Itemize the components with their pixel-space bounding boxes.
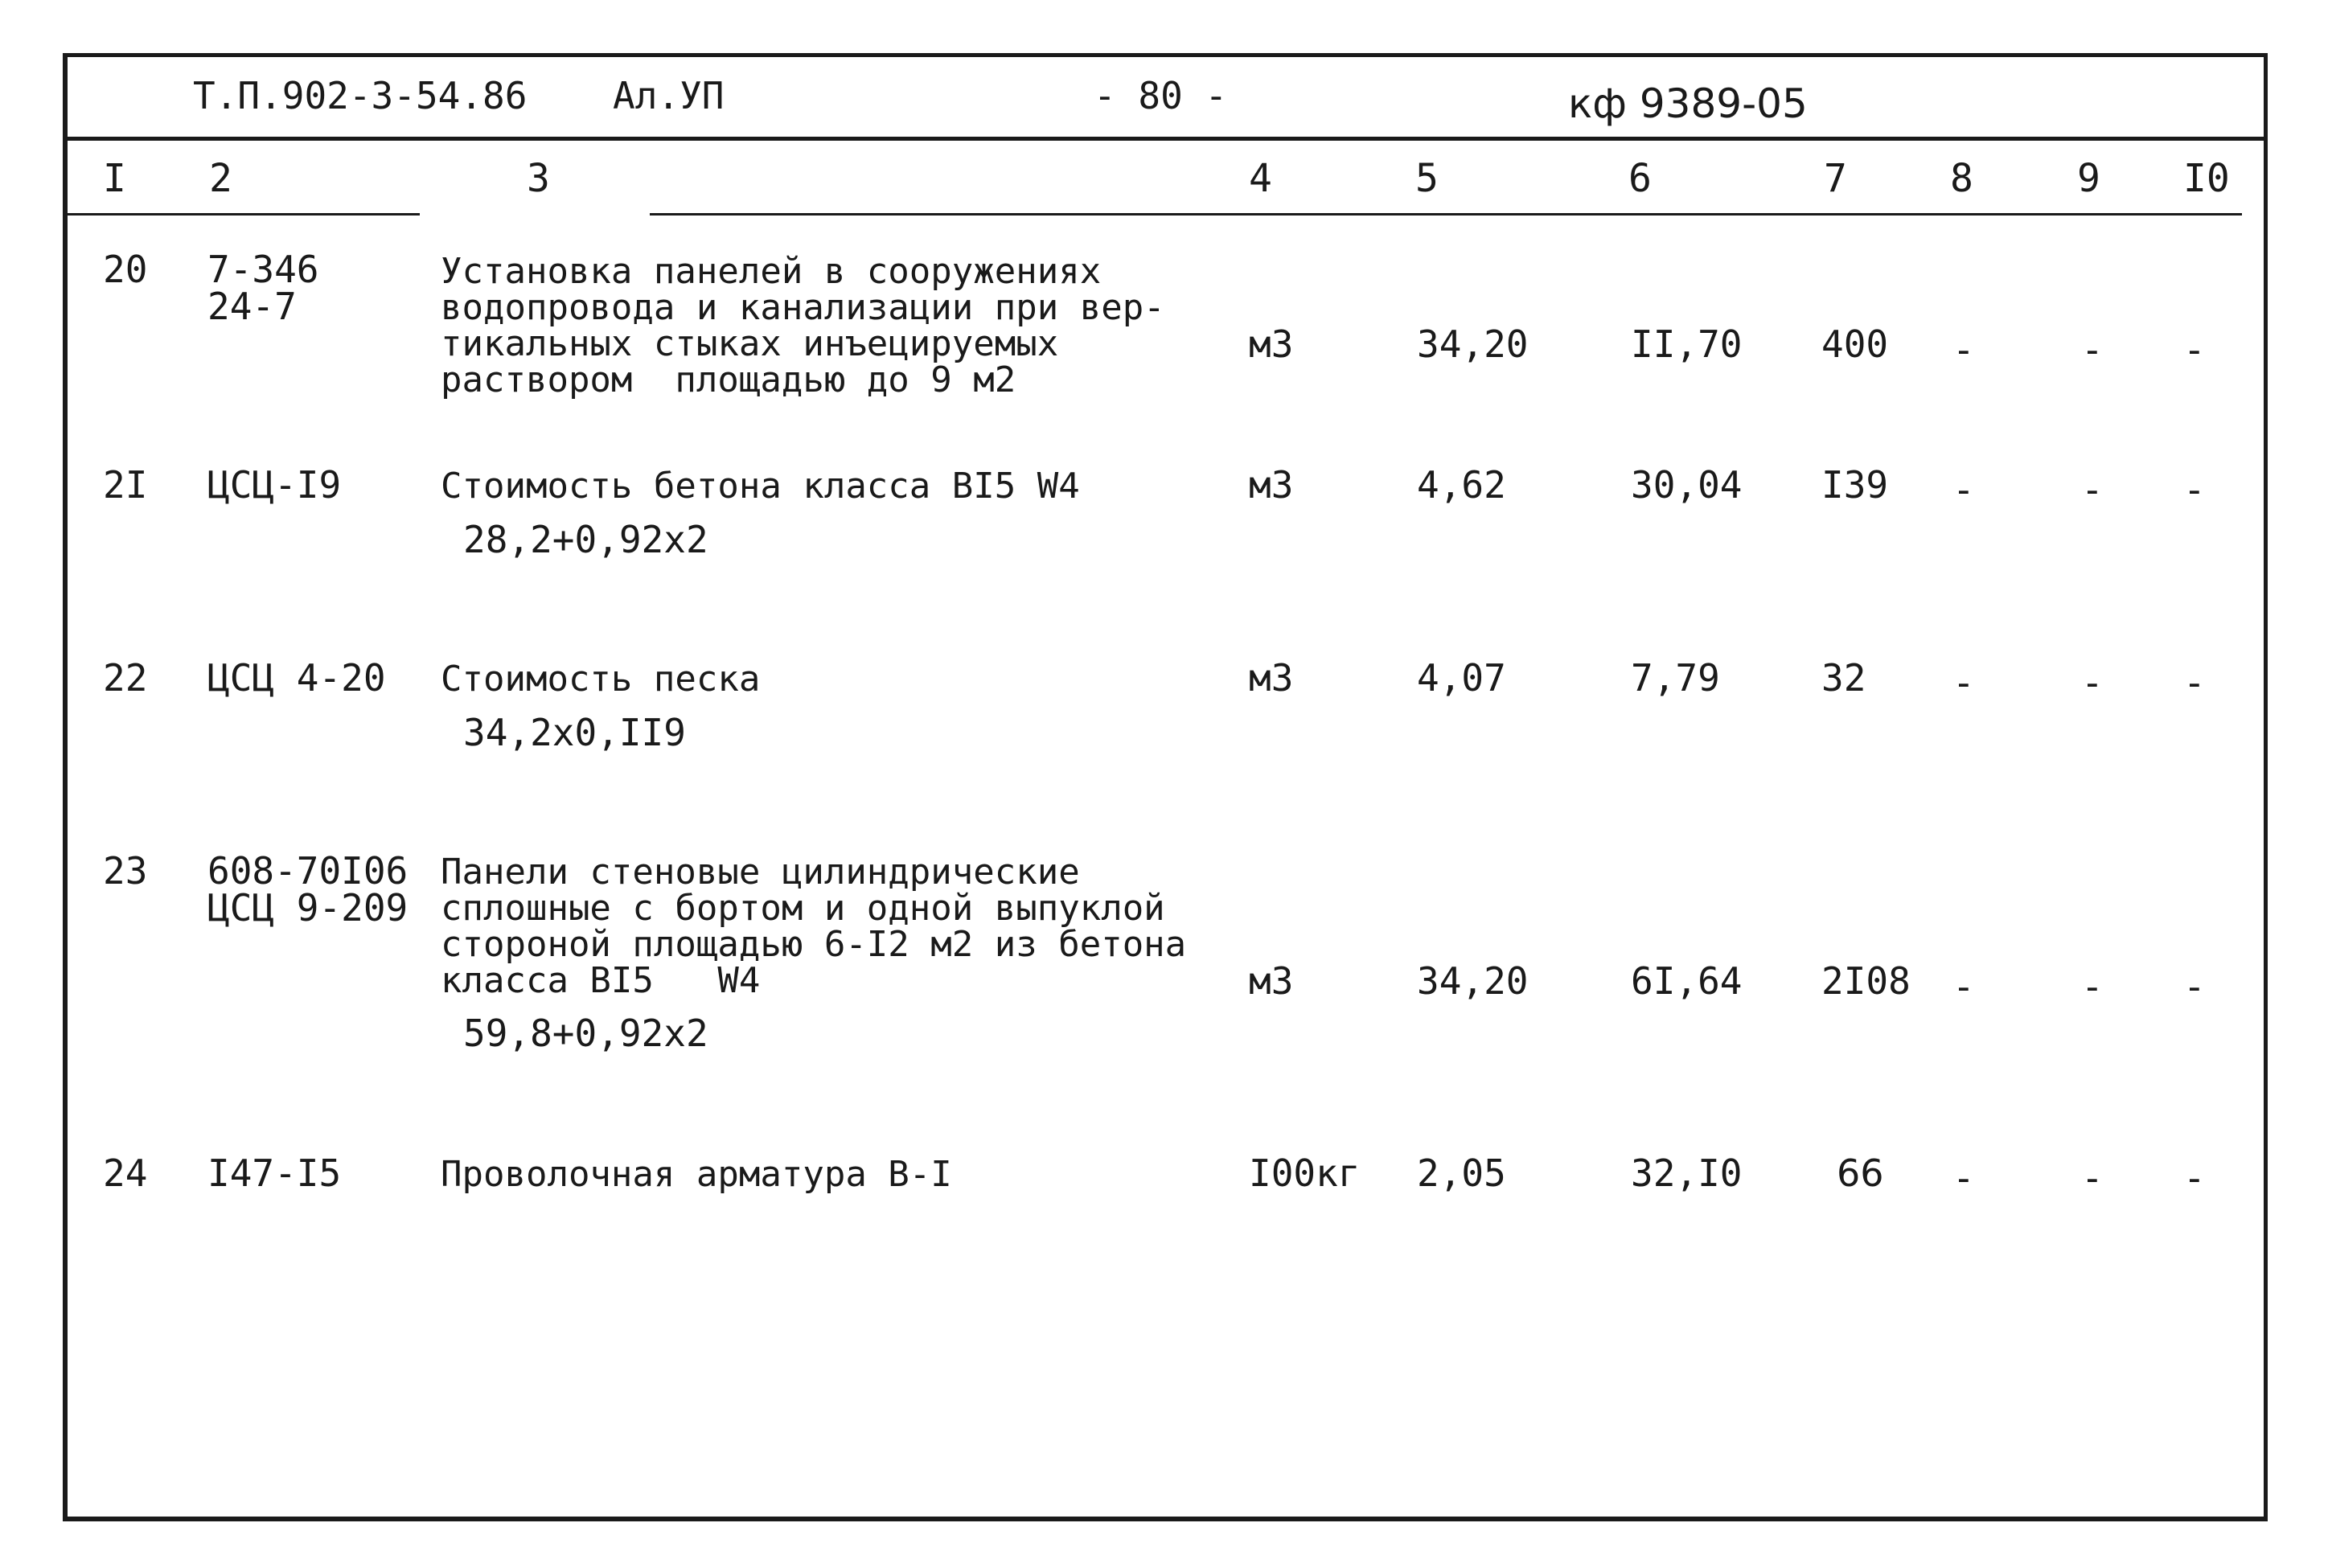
- col-8-value: -: [1952, 328, 1975, 371]
- column-header-rule-right: [650, 213, 2242, 215]
- price-code: 608-70I06: [207, 849, 409, 893]
- work-description: Панели стеновые цилиндрические: [441, 852, 1080, 893]
- work-description: Стоимость бетона класса BI5 W4: [441, 466, 1080, 507]
- unit-price: 6I,64: [1631, 959, 1743, 1003]
- doc-code: Т.П.902-3-54.86: [193, 74, 528, 117]
- col-9-value: -: [2081, 965, 2104, 1008]
- unit: м3: [1249, 656, 1294, 700]
- stamp-number: кф 9389-05: [1568, 80, 1808, 127]
- col-8-header: 8: [1950, 156, 1973, 201]
- col-10-value: -: [2183, 661, 2206, 704]
- quantity: 4,07: [1417, 656, 1506, 700]
- work-description: тикальных стыках инъецируемых: [441, 323, 1059, 364]
- work-description: стороной площадью 6-I2 м2 из бетона: [441, 924, 1187, 965]
- quantity: 2,05: [1417, 1151, 1506, 1195]
- album-label: Ал.УП: [613, 74, 725, 117]
- col-9-value: -: [2081, 1156, 2104, 1200]
- work-description: Проволочная арматура В-I: [441, 1154, 952, 1195]
- unit-price: 30,04: [1631, 463, 1743, 507]
- row-number: 2I: [103, 463, 148, 507]
- work-description: сплошные с бортом и одной выпуклой: [441, 888, 1165, 929]
- col-10-value: -: [2183, 965, 2206, 1008]
- calc-formula: 59,8+0,92х2: [463, 1012, 708, 1055]
- col-3-header: 3: [527, 156, 550, 201]
- col-8-value: -: [1952, 468, 1975, 511]
- unit-price: 32,I0: [1631, 1151, 1743, 1195]
- quantity: 34,20: [1417, 322, 1529, 366]
- work-description: класса BI5 W4: [441, 960, 761, 1001]
- price-code: 24-7: [207, 285, 297, 328]
- unit-price: 7,79: [1631, 656, 1720, 700]
- price-code: 7-346: [207, 248, 319, 291]
- col-9-value: -: [2081, 468, 2104, 511]
- col-9-value: -: [2081, 661, 2104, 704]
- quantity: 34,20: [1417, 959, 1529, 1003]
- col-10-value: -: [2183, 328, 2206, 371]
- total-cost: 32: [1821, 656, 1866, 700]
- col-8-value: -: [1952, 965, 1975, 1008]
- col-7-header: 7: [1824, 156, 1847, 201]
- header-divider: [64, 137, 2266, 141]
- col-9-header: 9: [2077, 156, 2100, 201]
- unit: I00кг: [1249, 1151, 1361, 1195]
- col-10-value: -: [2183, 1156, 2206, 1200]
- price-code: I47-I5: [207, 1151, 342, 1195]
- work-description: раствором площадью до 9 м2: [441, 359, 1016, 400]
- row-number: 23: [103, 849, 148, 893]
- col-6-header: 6: [1628, 156, 1652, 201]
- calc-formula: 34,2х0,II9: [463, 711, 686, 754]
- column-header-rule-left: [66, 213, 420, 215]
- unit: м3: [1249, 322, 1294, 366]
- col-5-header: 5: [1415, 156, 1439, 201]
- price-code: ЦСЦ-I9: [207, 463, 342, 507]
- col-8-value: -: [1952, 1156, 1975, 1200]
- total-cost: 66: [1837, 1151, 1884, 1195]
- col-2-header: 2: [209, 156, 232, 201]
- row-number: 24: [103, 1151, 148, 1195]
- row-number: 20: [103, 248, 148, 291]
- total-cost: 400: [1821, 322, 1889, 366]
- unit-price: II,70: [1631, 322, 1743, 366]
- col-10-header: I0: [2183, 156, 2230, 201]
- work-description: водопровода и канализации при вер-: [441, 287, 1165, 328]
- col-1-header: I: [103, 156, 126, 201]
- col-8-value: -: [1952, 661, 1975, 704]
- unit: м3: [1249, 959, 1294, 1003]
- total-cost: I39: [1821, 463, 1889, 507]
- page-frame: [63, 53, 2268, 1521]
- quantity: 4,62: [1417, 463, 1506, 507]
- row-number: 22: [103, 656, 148, 700]
- unit: м3: [1249, 463, 1294, 507]
- col-9-value: -: [2081, 328, 2104, 371]
- col-10-value: -: [2183, 468, 2206, 511]
- price-code: ЦСЦ 4-20: [207, 656, 386, 700]
- col-4-header: 4: [1249, 156, 1272, 201]
- work-description: Стоимость песка: [441, 659, 761, 700]
- work-description: Установка панелей в сооружениях: [441, 251, 1102, 292]
- price-code: ЦСЦ 9-209: [207, 886, 409, 930]
- page-number: - 80 -: [1094, 74, 1228, 117]
- calc-formula: 28,2+0,92х2: [463, 518, 708, 561]
- total-cost: 2I08: [1821, 959, 1911, 1003]
